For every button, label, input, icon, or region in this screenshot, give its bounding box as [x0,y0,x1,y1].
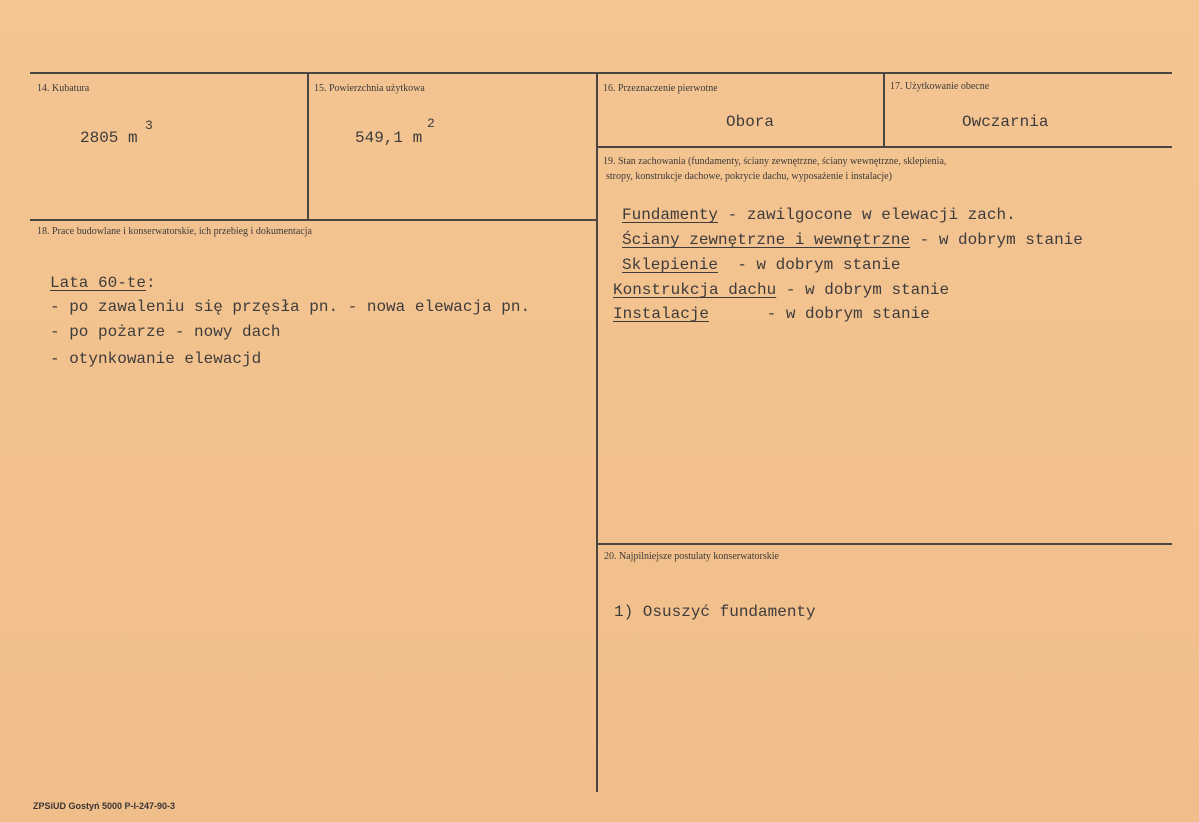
field-20-label: 20. Najpilniejsze postulaty konserwatorskie [604,551,779,562]
field-18-heading-text: Lata 60-te [50,274,147,292]
field-20-item-1: 1) Osuszyć fundamenty [614,603,816,621]
field-14-unit-exponent: 3 [145,118,153,133]
divider-main [596,74,598,792]
field-19-label-line-2: stropy, konstrukcje dachowe, pokrycie dachu, wyposażenie i instalacje) [606,171,892,182]
field-19-row-4 [613,281,949,299]
field-19-row-4-desc: - w dobrym stanie [776,281,950,299]
print-imprint: ZPSiUD Gostyń 5000 P-I-247-90-3 [33,801,176,811]
field-17-label: 17. Użytkowanie obecne [890,81,990,92]
field-19-row-1-desc: - zawilgocone w elewacji zach. [718,206,1016,224]
field-16-value: Obora [726,113,775,131]
field-19-row-3-term: Sklepienie [622,256,719,274]
field-14-value: 2805 m [80,129,138,147]
field-17-value: Owczarnia [962,113,1049,131]
field-16-label: 16. Przeznaczenie pierwotne [603,83,718,94]
field-19-row-2-term: Ściany zewnętrzne i wewnętrzne [622,231,911,249]
field-19-row-5 [613,305,930,323]
field-19-row-5-term: Instalacje [613,305,710,323]
field-15-value: 549,1 m [355,129,423,147]
field-19-row-1 [622,206,1016,224]
rule-above-20 [598,543,1172,545]
field-14-label: 14. Kubatura [37,83,90,94]
field-19-row-4-term: Konstrukcja dachu [613,281,777,299]
field-15-label: 15. Powierzchnia użytkowa [314,83,425,94]
field-18-line-3: - otynkowanie elewacjd [50,350,262,368]
field-18-label: 18. Prace budowlane i konserwatorskie, ich przebieg i dokumentacja [37,226,312,237]
field-19-row-2-desc: - w dobrym stanie [910,231,1083,249]
field-18-line-2: - po pożarze - nowy dach [50,323,281,341]
field-19-row-5-desc: - w dobrym stanie [709,305,930,323]
field-19-label-line-1: 19. Stan zachowania (fundamenty, ściany zewnętrzne, ściany wewnętrzne, sklepienia, [603,156,947,167]
field-19-row-2 [622,231,1083,249]
field-18-heading-colon: : [146,274,156,292]
field-19-row-1-term: Fundamenty [622,206,719,224]
field-15-unit-exponent: 2 [427,116,435,131]
rule-under-14-15 [30,219,596,221]
divider-16-17 [883,74,885,147]
field-19-row-3-desc: - w dobrym stanie [718,256,901,274]
field-18-line-1: - po zawaleniu się przęsła pn. - nowa elewacja pn. [50,298,531,316]
top-rule [30,72,1172,74]
divider-14-15 [307,74,309,220]
field-19-row-3 [622,256,900,274]
field-19-label [603,154,946,184]
field-18-heading [50,274,156,292]
